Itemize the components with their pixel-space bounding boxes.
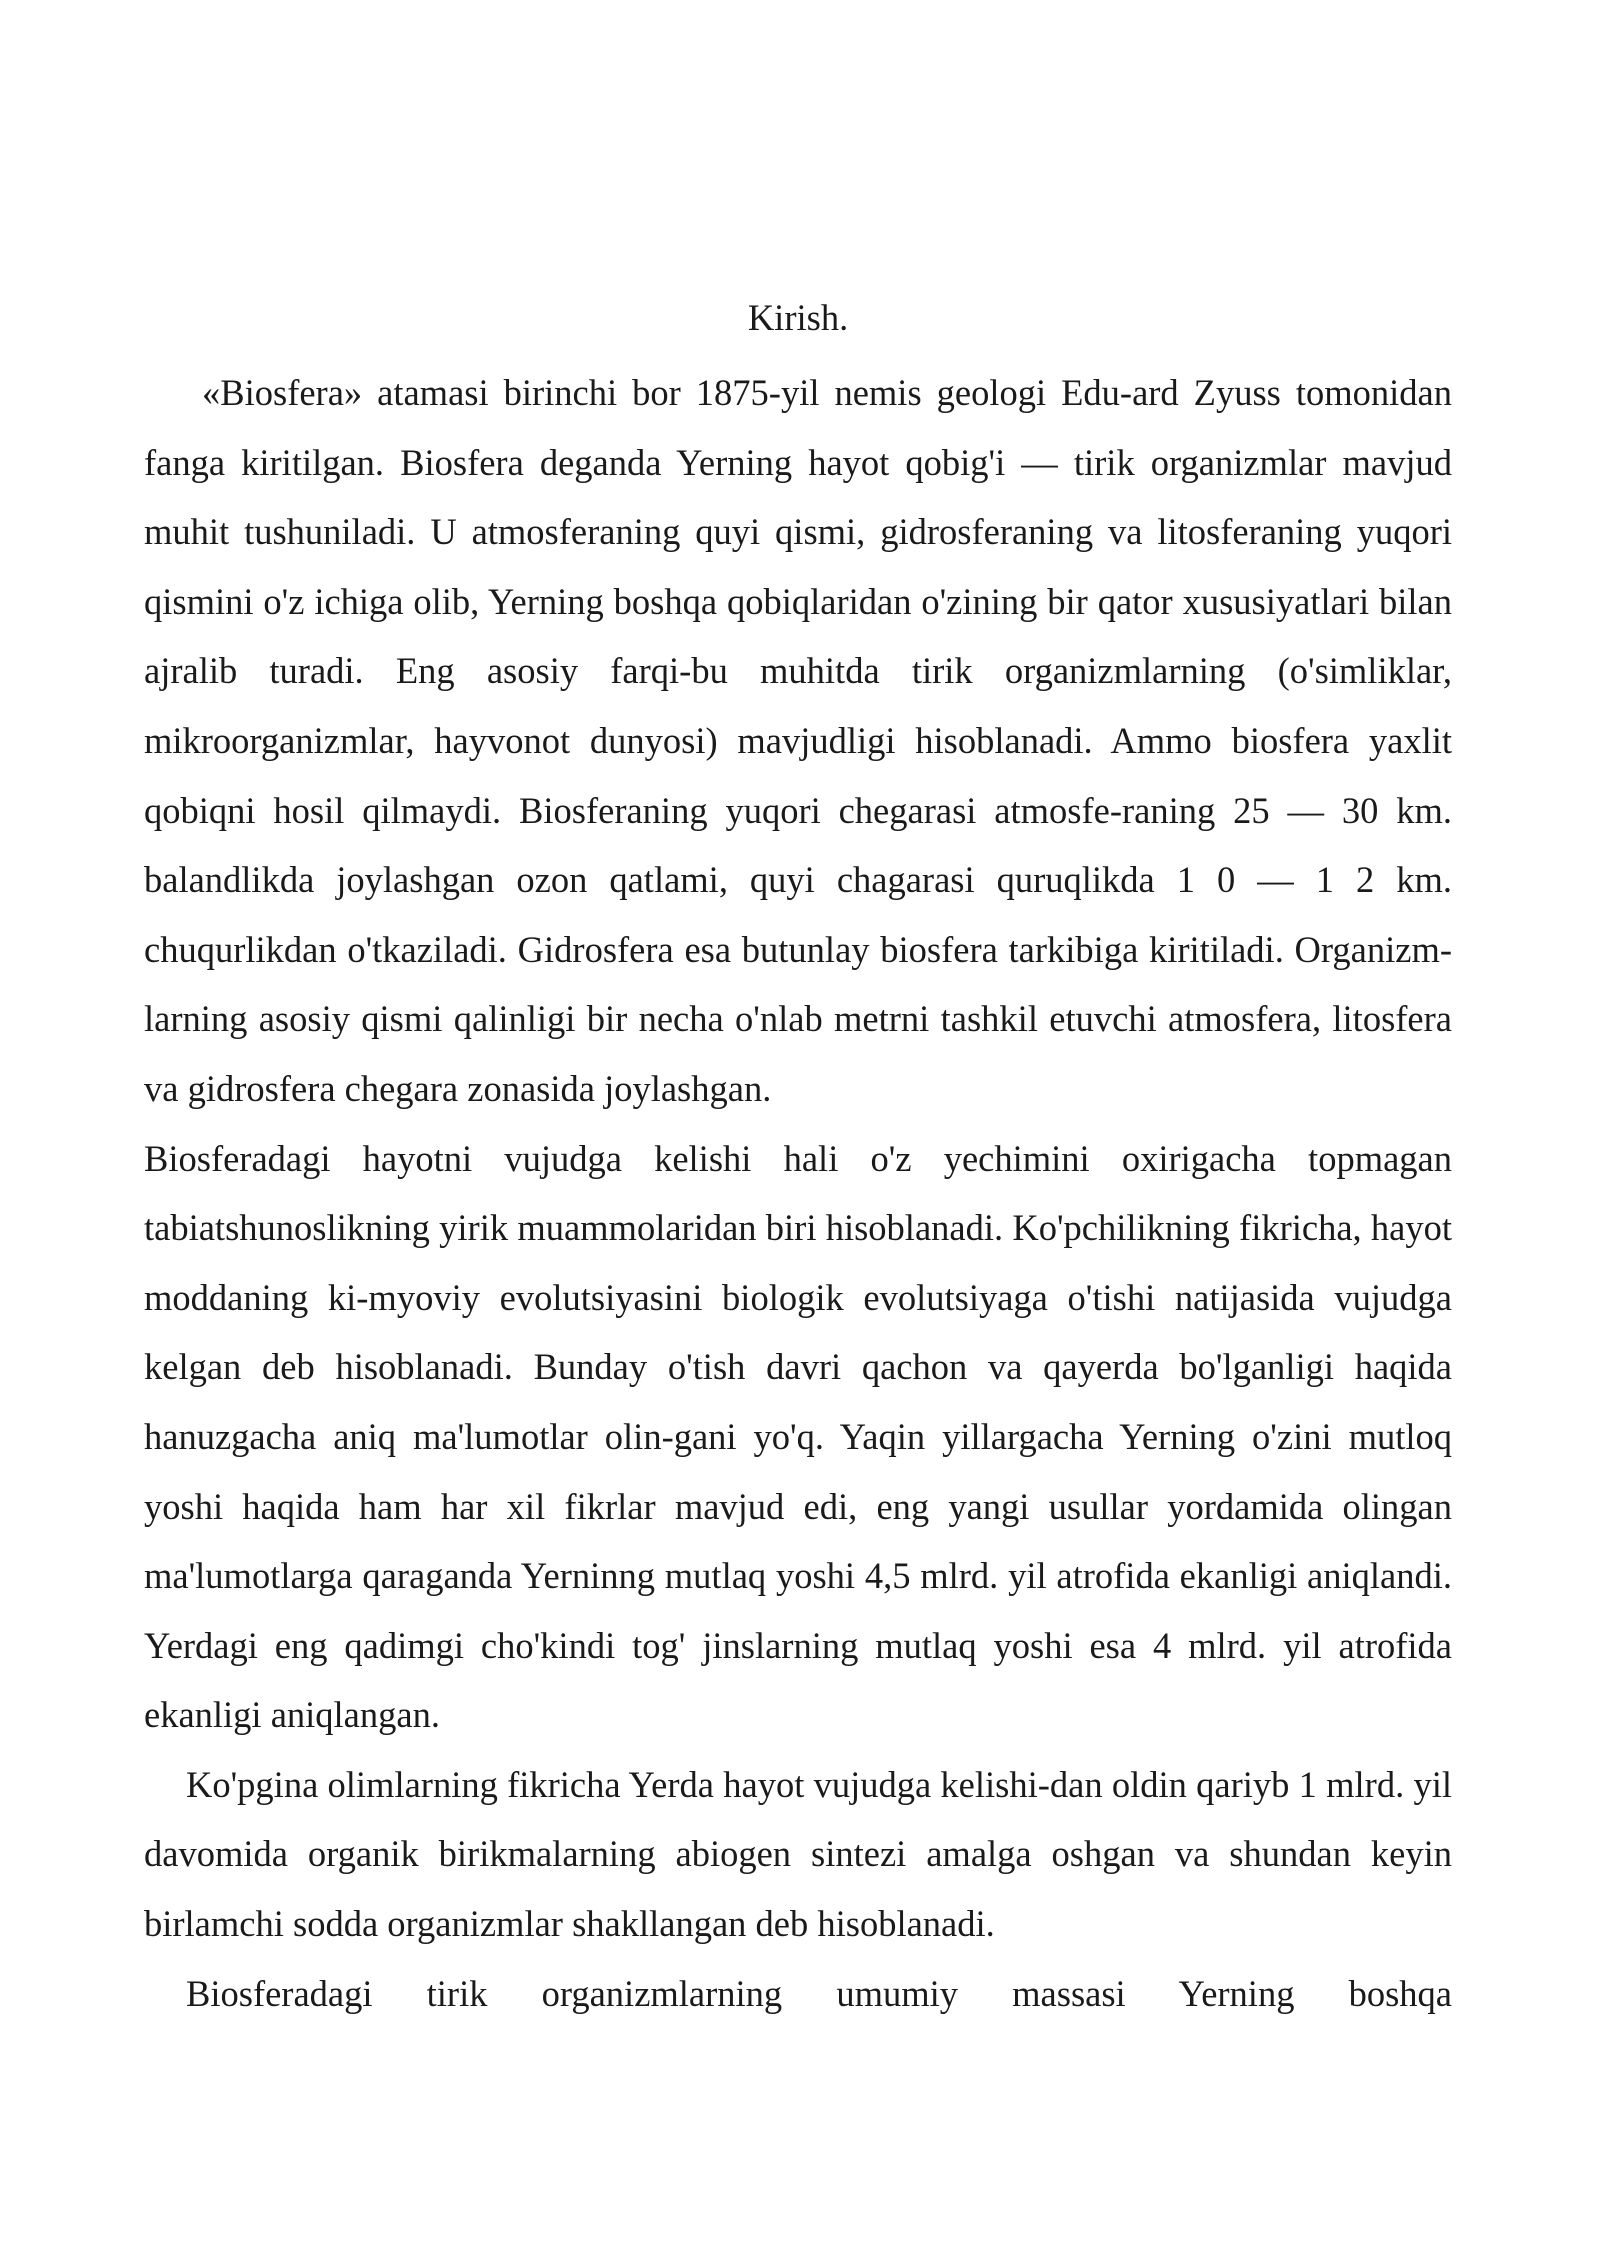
paragraph-3: Ko'pgina olimlarning fikricha Yerda hayot vujudga kelishi-dan oldin qariyb 1 mlrd. yil davomida organik birikmalarning abiogen sintezi amalga oshgan va shundan keyin birlamchi sodda organizmlar shakllangan deb hisoblanadi. xyxy=(144,1763,1452,1945)
document-title: Kirish. xyxy=(747,297,849,338)
paragraph-2: Biosferadagi hayotni vujudga kelishi hali o'z yechimini oxirigacha topmagan tabiatshunoslikning yirik muammolaridan biri hisoblanadi. Ko'pchilikning fikricha, hayot moddaning ki-myoviy evolutsiyasini biologik evolutsiyaga o'tishi natijasida vujudga kelgan deb hisoblanadi. Bunday o'tish davri qachon va qayerda bo'lganligi haqida hanuzgacha aniq ma'lumotlar olin-gani yo'q. Yaqin yillargacha Yerning o'zini mutloq yoshi haqida ham har xil fikrlar mavjud edi, eng yangi usullar yordamida olingan ma'lumotlarga qaraganda Yerninng mutlaq yoshi 4,5 mlrd. yil atrofida ekanligi aniqlandi. Yerdagi eng qadimgi cho'kindi tog' jinslarning mutlaq yoshi esa 4 mlrd. yil atrofida ekanligi aniqlangan. xyxy=(144,1137,1452,1736)
document-body xyxy=(144,290,1452,2028)
paragraph-1: «Biosfera» atamasi birinchi bor 1875-yil nemis geologi Edu-ard Zyuss tomonidan fanga kiritilgan. Biosfera deganda Yerning hayot qobig'i — tirik organizmlar mavjud muhit tushuniladi. U atmosferaning quyi qismi, gidrosferaning va litosferaning yuqori qismini o'z ichiga olib, Yerning boshqa qobiqlaridan o'zining bir qator xususiyatlari bilan ajralib turadi. Eng asosiy farqi-bu muhitda tirik organizmlarning (o'simliklar, mikroorganizmlar, hayvonot dunyosi) mavjudligi hisoblanadi. Ammo biosfera yaxlit qobiqni hosil qilmaydi. Biosferaning yuqori chegarasi atmosfe-raning 25 — 30 km. balandlikda joylashgan ozon qatlami, quyi chagarasi quruqlikda 1 0 — 1 2 km. chuqurlikdan o'tkaziladi. Gidrosfera esa butunlay biosfera tarkibiga kiritiladi. Organizm-larning asosiy qismi qalinligi bir necha o'nlab metrni tashkil etuvchi atmosfera, litosfera va gidrosfera chegara zonasida joylashgan. xyxy=(144,372,1452,1109)
paragraph-4: Biosferadagi tirik organizmlarning umumiy massasi Yerning boshqa xyxy=(186,1972,1452,2014)
